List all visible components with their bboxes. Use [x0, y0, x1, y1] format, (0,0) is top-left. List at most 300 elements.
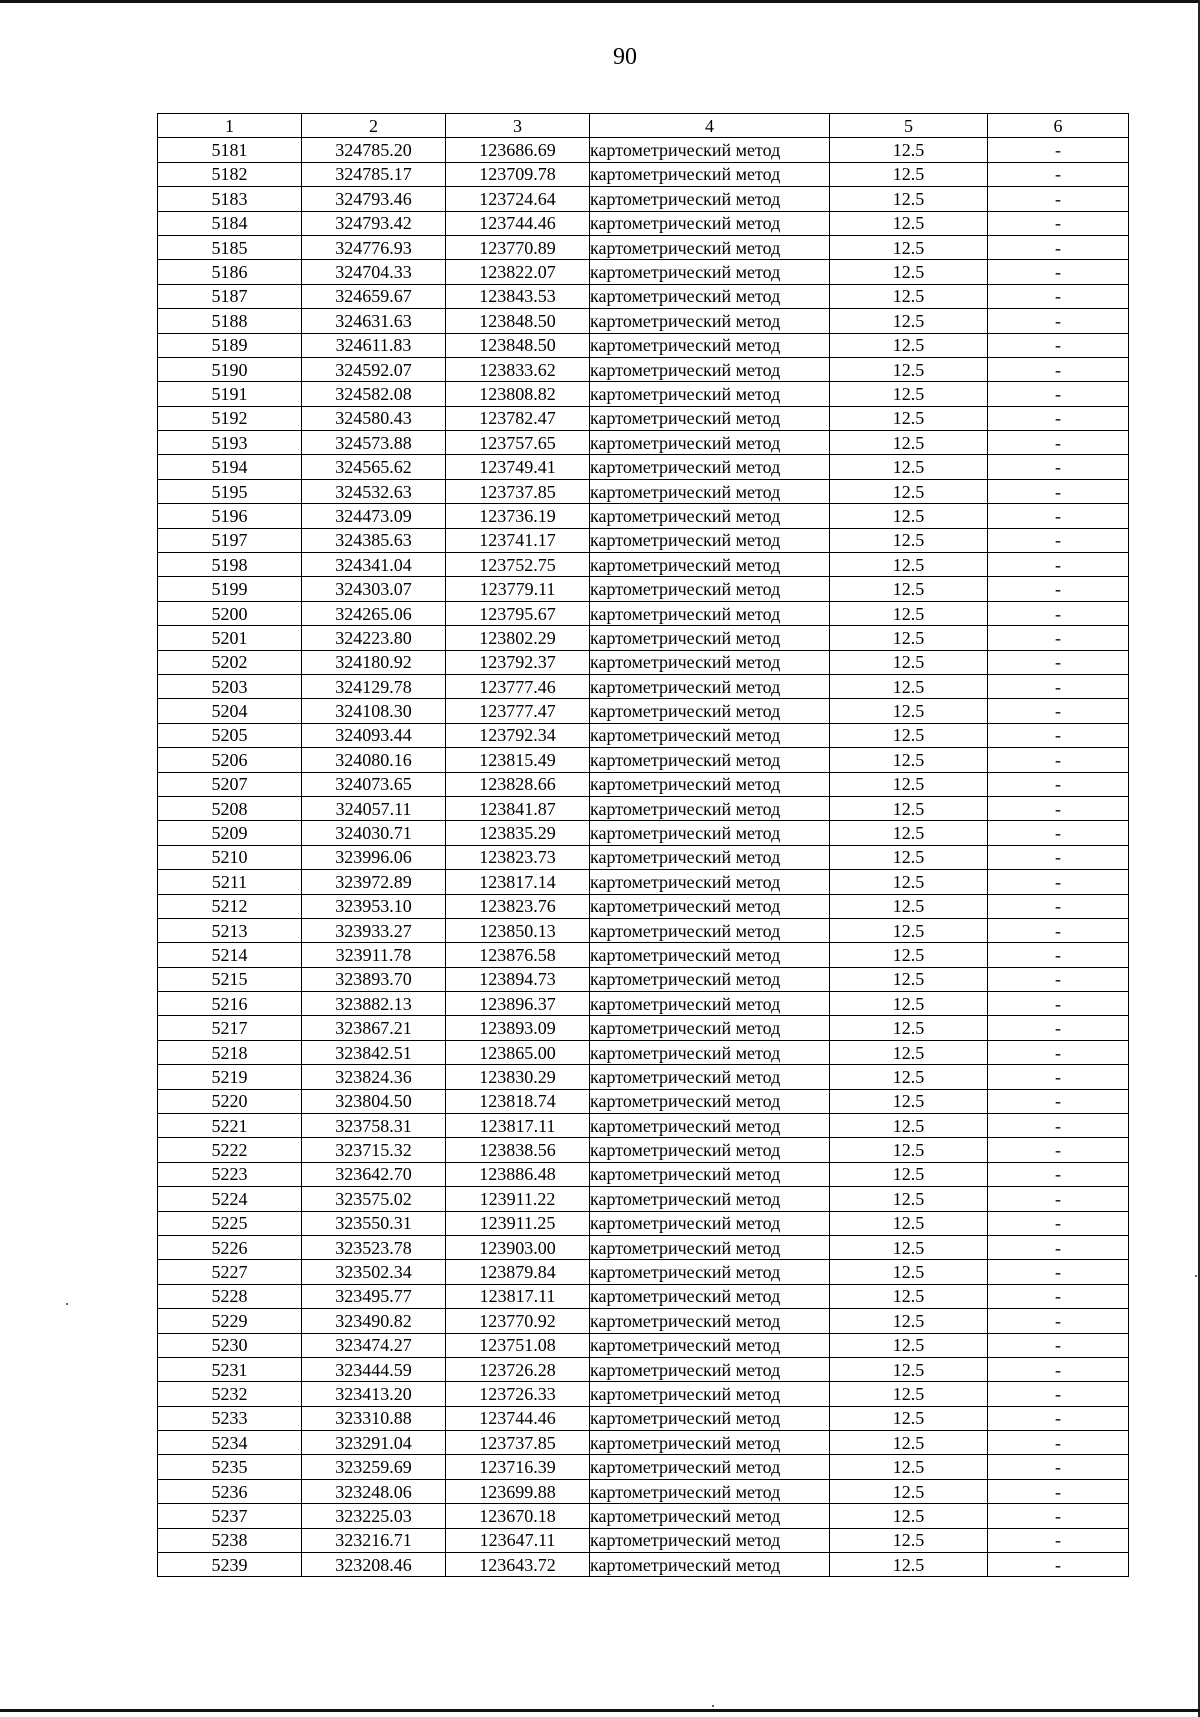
method-cell: картометрический метод — [590, 626, 830, 650]
point-number-cell: 5183 — [158, 187, 302, 211]
y-coordinate-cell: 123838.56 — [446, 1138, 590, 1162]
point-number-cell: 5184 — [158, 211, 302, 235]
note-cell: - — [988, 1455, 1129, 1479]
note-cell: - — [988, 699, 1129, 723]
note-cell: - — [988, 601, 1129, 625]
x-coordinate-cell: 323208.46 — [302, 1553, 446, 1577]
y-coordinate-cell: 123643.72 — [446, 1553, 590, 1577]
method-cell: картометрический метод — [590, 1065, 830, 1089]
method-cell: картометрический метод — [590, 382, 830, 406]
x-coordinate-cell: 323996.06 — [302, 845, 446, 869]
y-coordinate-cell: 123911.25 — [446, 1211, 590, 1235]
x-coordinate-cell: 324303.07 — [302, 577, 446, 601]
accuracy-cell: 12.5 — [830, 1406, 988, 1430]
point-number-cell: 5228 — [158, 1284, 302, 1308]
note-cell: - — [988, 845, 1129, 869]
point-number-cell: 5233 — [158, 1406, 302, 1430]
accuracy-cell: 12.5 — [830, 528, 988, 552]
y-coordinate-cell: 123802.29 — [446, 626, 590, 650]
x-coordinate-cell: 324793.42 — [302, 211, 446, 235]
x-coordinate-cell: 323893.70 — [302, 967, 446, 991]
point-number-cell: 5211 — [158, 870, 302, 894]
table-body — [158, 114, 1129, 1577]
note-cell: - — [988, 870, 1129, 894]
point-number-cell: 5202 — [158, 650, 302, 674]
table-row — [158, 796, 1129, 820]
method-cell: картометрический метод — [590, 479, 830, 503]
point-number-cell: 5189 — [158, 333, 302, 357]
y-coordinate-cell: 123757.65 — [446, 431, 590, 455]
note-cell: - — [988, 138, 1129, 162]
table-row — [158, 211, 1129, 235]
y-coordinate-cell: 123795.67 — [446, 601, 590, 625]
note-cell: - — [988, 162, 1129, 186]
x-coordinate-cell: 324631.63 — [302, 309, 446, 333]
y-coordinate-cell: 123726.33 — [446, 1382, 590, 1406]
point-number-cell: 5187 — [158, 284, 302, 308]
x-coordinate-cell: 324093.44 — [302, 723, 446, 747]
note-cell: - — [988, 1431, 1129, 1455]
note-cell: - — [988, 650, 1129, 674]
accuracy-cell: 12.5 — [830, 333, 988, 357]
method-cell: картометрический метод — [590, 1406, 830, 1430]
table-row — [158, 772, 1129, 796]
y-coordinate-cell: 123770.92 — [446, 1309, 590, 1333]
table-row — [158, 748, 1129, 772]
y-coordinate-cell: 123737.85 — [446, 1431, 590, 1455]
note-cell: - — [988, 1406, 1129, 1430]
x-coordinate-cell: 323523.78 — [302, 1235, 446, 1259]
point-number-cell: 5200 — [158, 601, 302, 625]
x-coordinate-cell: 324030.71 — [302, 821, 446, 845]
method-cell: картометрический метод — [590, 723, 830, 747]
scan-edge-top — [0, 0, 1200, 3]
x-coordinate-cell: 323575.02 — [302, 1187, 446, 1211]
table-row — [158, 943, 1129, 967]
note-cell: - — [988, 455, 1129, 479]
x-coordinate-cell: 323550.31 — [302, 1211, 446, 1235]
y-coordinate-cell: 123894.73 — [446, 967, 590, 991]
note-cell: - — [988, 284, 1129, 308]
table-row — [158, 723, 1129, 747]
method-cell: картометрический метод — [590, 1016, 830, 1040]
y-coordinate-cell: 123647.11 — [446, 1528, 590, 1552]
table-row — [158, 1455, 1129, 1479]
x-coordinate-cell: 324129.78 — [302, 674, 446, 698]
method-cell: картометрический метод — [590, 1528, 830, 1552]
accuracy-cell: 12.5 — [830, 1187, 988, 1211]
y-coordinate-cell: 123736.19 — [446, 504, 590, 528]
method-cell: картометрический метод — [590, 455, 830, 479]
accuracy-cell: 12.5 — [830, 699, 988, 723]
accuracy-cell: 12.5 — [830, 284, 988, 308]
note-cell: - — [988, 1114, 1129, 1138]
y-coordinate-cell: 123823.73 — [446, 845, 590, 869]
column-header: 2 — [302, 114, 446, 138]
method-cell: картометрический метод — [590, 260, 830, 284]
note-cell: - — [988, 235, 1129, 259]
y-coordinate-cell: 123770.89 — [446, 235, 590, 259]
x-coordinate-cell: 323495.77 — [302, 1284, 446, 1308]
accuracy-cell: 12.5 — [830, 601, 988, 625]
point-number-cell: 5198 — [158, 553, 302, 577]
x-coordinate-cell: 323502.34 — [302, 1260, 446, 1284]
point-number-cell: 5188 — [158, 309, 302, 333]
table-row — [158, 309, 1129, 333]
accuracy-cell: 12.5 — [830, 1235, 988, 1259]
y-coordinate-cell: 123699.88 — [446, 1479, 590, 1503]
point-number-cell: 5227 — [158, 1260, 302, 1284]
method-cell: картометрический метод — [590, 1309, 830, 1333]
accuracy-cell: 12.5 — [830, 162, 988, 186]
method-cell: картометрический метод — [590, 284, 830, 308]
x-coordinate-cell: 324341.04 — [302, 553, 446, 577]
table-row — [158, 406, 1129, 430]
x-coordinate-cell: 324265.06 — [302, 601, 446, 625]
point-number-cell: 5197 — [158, 528, 302, 552]
accuracy-cell: 12.5 — [830, 406, 988, 430]
method-cell: картометрический метод — [590, 504, 830, 528]
table-row — [158, 1553, 1129, 1577]
point-number-cell: 5223 — [158, 1162, 302, 1186]
method-cell: картометрический метод — [590, 796, 830, 820]
x-coordinate-cell: 323867.21 — [302, 1016, 446, 1040]
table-row — [158, 1260, 1129, 1284]
point-number-cell: 5230 — [158, 1333, 302, 1357]
accuracy-cell: 12.5 — [830, 455, 988, 479]
method-cell: картометрический метод — [590, 748, 830, 772]
method-cell: картометрический метод — [590, 138, 830, 162]
x-coordinate-cell: 324785.20 — [302, 138, 446, 162]
note-cell: - — [988, 1504, 1129, 1528]
point-number-cell: 5207 — [158, 772, 302, 796]
point-number-cell: 5229 — [158, 1309, 302, 1333]
point-number-cell: 5199 — [158, 577, 302, 601]
point-number-cell: 5231 — [158, 1357, 302, 1381]
accuracy-cell: 12.5 — [830, 1479, 988, 1503]
accuracy-cell: 12.5 — [830, 1260, 988, 1284]
accuracy-cell: 12.5 — [830, 943, 988, 967]
point-number-cell: 5210 — [158, 845, 302, 869]
note-cell: - — [988, 357, 1129, 381]
method-cell: картометрический метод — [590, 870, 830, 894]
note-cell: - — [988, 918, 1129, 942]
y-coordinate-cell: 123903.00 — [446, 1235, 590, 1259]
accuracy-cell: 12.5 — [830, 1309, 988, 1333]
method-cell: картометрический метод — [590, 601, 830, 625]
point-number-cell: 5239 — [158, 1553, 302, 1577]
table-row — [158, 1284, 1129, 1308]
point-number-cell: 5191 — [158, 382, 302, 406]
accuracy-cell: 12.5 — [830, 748, 988, 772]
method-cell: картометрический метод — [590, 333, 830, 357]
point-number-cell: 5218 — [158, 1040, 302, 1064]
method-cell: картометрический метод — [590, 406, 830, 430]
note-cell: - — [988, 748, 1129, 772]
y-coordinate-cell: 123792.37 — [446, 650, 590, 674]
accuracy-cell: 12.5 — [830, 1333, 988, 1357]
x-coordinate-cell: 323310.88 — [302, 1406, 446, 1430]
x-coordinate-cell: 323972.89 — [302, 870, 446, 894]
table-row — [158, 650, 1129, 674]
note-cell: - — [988, 1040, 1129, 1064]
table-row — [158, 479, 1129, 503]
y-coordinate-cell: 123744.46 — [446, 211, 590, 235]
point-number-cell: 5181 — [158, 138, 302, 162]
x-coordinate-cell: 324223.80 — [302, 626, 446, 650]
point-number-cell: 5195 — [158, 479, 302, 503]
table-row — [158, 333, 1129, 357]
note-cell: - — [988, 992, 1129, 1016]
x-coordinate-cell: 324473.09 — [302, 504, 446, 528]
table-header-row — [158, 114, 1129, 138]
table-row — [158, 357, 1129, 381]
note-cell: - — [988, 431, 1129, 455]
table-row — [158, 845, 1129, 869]
method-cell: картометрический метод — [590, 187, 830, 211]
accuracy-cell: 12.5 — [830, 821, 988, 845]
point-number-cell: 5186 — [158, 260, 302, 284]
x-coordinate-cell: 324611.83 — [302, 333, 446, 357]
y-coordinate-cell: 123818.74 — [446, 1089, 590, 1113]
x-coordinate-cell: 323758.31 — [302, 1114, 446, 1138]
y-coordinate-cell: 123879.84 — [446, 1260, 590, 1284]
x-coordinate-cell: 323642.70 — [302, 1162, 446, 1186]
y-coordinate-cell: 123833.62 — [446, 357, 590, 381]
accuracy-cell: 12.5 — [830, 138, 988, 162]
y-coordinate-cell: 123835.29 — [446, 821, 590, 845]
y-coordinate-cell: 123841.87 — [446, 796, 590, 820]
x-coordinate-cell: 323216.71 — [302, 1528, 446, 1552]
table-row — [158, 918, 1129, 942]
note-cell: - — [988, 1162, 1129, 1186]
note-cell: - — [988, 577, 1129, 601]
point-number-cell: 5220 — [158, 1089, 302, 1113]
accuracy-cell: 12.5 — [830, 382, 988, 406]
table-row — [158, 284, 1129, 308]
accuracy-cell: 12.5 — [830, 1357, 988, 1381]
scan-speck — [712, 1705, 714, 1707]
y-coordinate-cell: 123823.76 — [446, 894, 590, 918]
accuracy-cell: 12.5 — [830, 1065, 988, 1089]
note-cell: - — [988, 1553, 1129, 1577]
y-coordinate-cell: 123828.66 — [446, 772, 590, 796]
method-cell: картометрический метод — [590, 1235, 830, 1259]
x-coordinate-cell: 324793.46 — [302, 187, 446, 211]
column-header: 5 — [830, 114, 988, 138]
note-cell: - — [988, 1284, 1129, 1308]
point-number-cell: 5219 — [158, 1065, 302, 1089]
column-header: 3 — [446, 114, 590, 138]
note-cell: - — [988, 967, 1129, 991]
y-coordinate-cell: 123848.50 — [446, 333, 590, 357]
method-cell: картометрический метод — [590, 1357, 830, 1381]
accuracy-cell: 12.5 — [830, 1138, 988, 1162]
note-cell: - — [988, 796, 1129, 820]
x-coordinate-cell: 324057.11 — [302, 796, 446, 820]
column-header: 6 — [988, 114, 1129, 138]
y-coordinate-cell: 123792.34 — [446, 723, 590, 747]
table-row — [158, 1138, 1129, 1162]
x-coordinate-cell: 324582.08 — [302, 382, 446, 406]
method-cell: картометрический метод — [590, 699, 830, 723]
method-cell: картометрический метод — [590, 821, 830, 845]
note-cell: - — [988, 1187, 1129, 1211]
note-cell: - — [988, 309, 1129, 333]
note-cell: - — [988, 260, 1129, 284]
table-row — [158, 187, 1129, 211]
point-number-cell: 5225 — [158, 1211, 302, 1235]
table-row — [158, 1431, 1129, 1455]
table-row — [158, 870, 1129, 894]
method-cell: картометрический метод — [590, 309, 830, 333]
note-cell: - — [988, 1528, 1129, 1552]
y-coordinate-cell: 123808.82 — [446, 382, 590, 406]
x-coordinate-cell: 323953.10 — [302, 894, 446, 918]
table-row — [158, 553, 1129, 577]
accuracy-cell: 12.5 — [830, 1162, 988, 1186]
note-cell: - — [988, 1479, 1129, 1503]
method-cell: картометрический метод — [590, 943, 830, 967]
table-row — [158, 1333, 1129, 1357]
point-number-cell: 5226 — [158, 1235, 302, 1259]
table-row — [158, 235, 1129, 259]
table-row — [158, 1382, 1129, 1406]
accuracy-cell: 12.5 — [830, 1211, 988, 1235]
method-cell: картометрический метод — [590, 1333, 830, 1357]
table-row — [158, 967, 1129, 991]
point-number-cell: 5232 — [158, 1382, 302, 1406]
accuracy-cell: 12.5 — [830, 1528, 988, 1552]
accuracy-cell: 12.5 — [830, 357, 988, 381]
accuracy-cell: 12.5 — [830, 1016, 988, 1040]
accuracy-cell: 12.5 — [830, 1553, 988, 1577]
x-coordinate-cell: 324592.07 — [302, 357, 446, 381]
accuracy-cell: 12.5 — [830, 674, 988, 698]
x-coordinate-cell: 324573.88 — [302, 431, 446, 455]
x-coordinate-cell: 323291.04 — [302, 1431, 446, 1455]
point-number-cell: 5193 — [158, 431, 302, 455]
y-coordinate-cell: 123893.09 — [446, 1016, 590, 1040]
method-cell: картометрический метод — [590, 772, 830, 796]
y-coordinate-cell: 123709.78 — [446, 162, 590, 186]
method-cell: картометрический метод — [590, 1284, 830, 1308]
y-coordinate-cell: 123744.46 — [446, 1406, 590, 1430]
method-cell: картометрический метод — [590, 894, 830, 918]
point-number-cell: 5234 — [158, 1431, 302, 1455]
table-row — [158, 431, 1129, 455]
table-row — [158, 1065, 1129, 1089]
x-coordinate-cell: 323715.32 — [302, 1138, 446, 1162]
x-coordinate-cell: 323824.36 — [302, 1065, 446, 1089]
accuracy-cell: 12.5 — [830, 918, 988, 942]
accuracy-cell: 12.5 — [830, 431, 988, 455]
x-coordinate-cell: 323444.59 — [302, 1357, 446, 1381]
method-cell: картометрический метод — [590, 1431, 830, 1455]
note-cell: - — [988, 211, 1129, 235]
point-number-cell: 5196 — [158, 504, 302, 528]
point-number-cell: 5238 — [158, 1528, 302, 1552]
method-cell: картометрический метод — [590, 1040, 830, 1064]
table-row — [158, 674, 1129, 698]
point-number-cell: 5216 — [158, 992, 302, 1016]
y-coordinate-cell: 123726.28 — [446, 1357, 590, 1381]
y-coordinate-cell: 123876.58 — [446, 943, 590, 967]
table-row — [158, 1114, 1129, 1138]
note-cell: - — [988, 1382, 1129, 1406]
x-coordinate-cell: 323225.03 — [302, 1504, 446, 1528]
method-cell: картометрический метод — [590, 674, 830, 698]
method-cell: картометрический метод — [590, 162, 830, 186]
table-row — [158, 1211, 1129, 1235]
accuracy-cell: 12.5 — [830, 553, 988, 577]
note-cell: - — [988, 528, 1129, 552]
column-header: 1 — [158, 114, 302, 138]
table-row — [158, 821, 1129, 845]
method-cell: картометрический метод — [590, 918, 830, 942]
table-row — [158, 1016, 1129, 1040]
note-cell: - — [988, 1333, 1129, 1357]
accuracy-cell: 12.5 — [830, 772, 988, 796]
x-coordinate-cell: 324659.67 — [302, 284, 446, 308]
method-cell: картометрический метод — [590, 1114, 830, 1138]
accuracy-cell: 12.5 — [830, 479, 988, 503]
method-cell: картометрический метод — [590, 1479, 830, 1503]
accuracy-cell: 12.5 — [830, 845, 988, 869]
accuracy-cell: 12.5 — [830, 992, 988, 1016]
method-cell: картометрический метод — [590, 1504, 830, 1528]
x-coordinate-cell: 323259.69 — [302, 1455, 446, 1479]
coordinates-table — [157, 113, 1129, 1577]
table-row — [158, 1504, 1129, 1528]
accuracy-cell: 12.5 — [830, 187, 988, 211]
note-cell: - — [988, 1065, 1129, 1089]
y-coordinate-cell: 123777.47 — [446, 699, 590, 723]
note-cell: - — [988, 1211, 1129, 1235]
point-number-cell: 5236 — [158, 1479, 302, 1503]
y-coordinate-cell: 123843.53 — [446, 284, 590, 308]
point-number-cell: 5214 — [158, 943, 302, 967]
note-cell: - — [988, 504, 1129, 528]
scan-speck — [1195, 1275, 1197, 1277]
point-number-cell: 5206 — [158, 748, 302, 772]
accuracy-cell: 12.5 — [830, 1089, 988, 1113]
note-cell: - — [988, 479, 1129, 503]
y-coordinate-cell: 123779.11 — [446, 577, 590, 601]
x-coordinate-cell: 324073.65 — [302, 772, 446, 796]
point-number-cell: 5212 — [158, 894, 302, 918]
y-coordinate-cell: 123724.64 — [446, 187, 590, 211]
table-row — [158, 894, 1129, 918]
y-coordinate-cell: 123911.22 — [446, 1187, 590, 1211]
y-coordinate-cell: 123822.07 — [446, 260, 590, 284]
y-coordinate-cell: 123737.85 — [446, 479, 590, 503]
table-row — [158, 1528, 1129, 1552]
y-coordinate-cell: 123850.13 — [446, 918, 590, 942]
y-coordinate-cell: 123782.47 — [446, 406, 590, 430]
point-number-cell: 5203 — [158, 674, 302, 698]
method-cell: картометрический метод — [590, 967, 830, 991]
point-number-cell: 5215 — [158, 967, 302, 991]
table-row — [158, 699, 1129, 723]
scan-edge-bottom — [0, 1709, 1200, 1712]
x-coordinate-cell: 324704.33 — [302, 260, 446, 284]
method-cell: картометрический метод — [590, 1187, 830, 1211]
table-row — [158, 1162, 1129, 1186]
point-number-cell: 5208 — [158, 796, 302, 820]
accuracy-cell: 12.5 — [830, 967, 988, 991]
method-cell: картометрический метод — [590, 235, 830, 259]
